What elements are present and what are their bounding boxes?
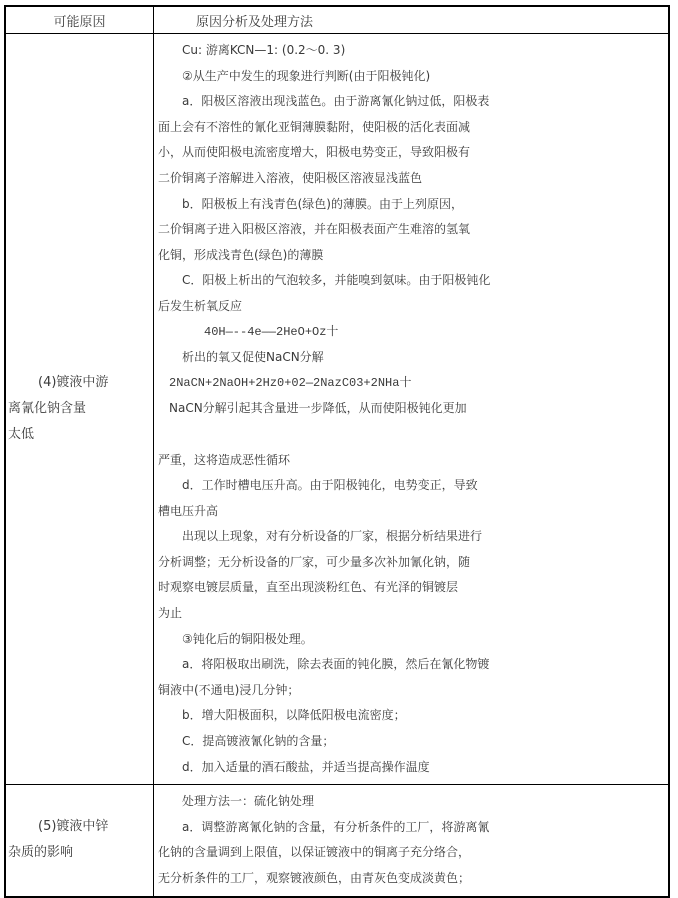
blank-line [156,422,666,448]
header-cause-label: 可能原因 [53,14,106,30]
header-analysis-label: 原因分析及处理方法 [196,14,314,30]
analysis-line: 分析调整；无分析设备的厂家，可少量多次补加氰化钠，随 [158,554,471,569]
analysis-line: 时观察电镀层质量，直至出现淡粉红色、有光泽的铜镀层 [158,580,459,595]
analysis-line: 二价铜离子溶解进入溶液，使阳极区溶液显浅蓝色 [158,170,423,185]
analysis-cell [154,34,668,784]
analysis-line: 无分析条件的工厂，观察镀液颜色，由青灰色变成淡黄色； [158,871,471,885]
cause-line: 离氰化钠含量 [8,401,87,417]
analysis-line: 出现以上现象，对有分析设备的厂家，根据分析结果进行 [182,529,483,544]
analysis-line: 化钠的含量调到上限值，以保证镀液中的铜离子充分络合， [158,845,471,860]
analysis-line: C．阳极上析出的气泡较多，并能嗅到氨味。由于阳极钝化 [182,273,491,288]
analysis-line: 后发生析氧反应 [158,298,243,313]
analysis-line: 面上会有不溶性的氰化亚铜薄膜黏附，使阳极的活化表面减 [158,119,471,134]
analysis-line: b．阳极板上有浅青色(绿色)的薄膜。由于上列原因， [182,196,463,211]
table-header-row [6,7,668,34]
analysis-line: ②从生产中发生的现象进行判断(由于阳极钝化) [182,68,431,83]
table-body [6,34,668,896]
analysis-line: 小，从而使阳极电流密度增大，阳极电势变正，导致阳极有 [158,145,471,160]
analysis-line: 40H—--4e——2HeO+Oz十 [204,324,339,339]
table-row [6,34,668,785]
analysis-line: 析出的氧又促使NaCN分解 [182,350,324,365]
analysis-cell [154,785,668,895]
analysis-line: a．阳极区溶液出现浅蓝色。由于游离氰化钠过低，阳极表 [182,94,490,109]
header-cell-analysis [154,7,668,33]
analysis-line: 严重，这将造成恶性循环 [158,452,291,467]
analysis-line: ③钝化后的铜阳极处理。 [182,631,313,646]
analysis-line: b．增大阳极面积，以降低阳极电流密度； [182,708,406,723]
analysis-line: a．将阳极取出刷洗，除去表面的钝化膜，然后在氰化物镀 [182,657,490,672]
analysis-line: 化铜，形成浅青色(绿色)的薄膜 [158,247,324,262]
analysis-line: Cu: 游离KCN—1: (0.2～0. 3) [182,43,346,57]
analysis-line: d．加入适量的酒石酸盐，并适当提高操作温度 [182,759,430,774]
analysis-line: 二价铜离子进入阳极区溶液，并在阳极表面产生难溶的氢氧 [158,222,471,237]
header-cell-cause [6,7,154,33]
analysis-line: 槽电压升高 [158,503,219,518]
analysis-line: 2NaCN+2NaOH+2Hz0+02—2NazC03+2NHa十 [169,375,412,390]
analysis-line: NaCN分解引起其含量进一步降低，从而使阳极钝化更加 [169,401,467,416]
troubleshooting-table [4,5,670,898]
cause-line: 太低 [8,427,35,443]
analysis-line: 铜液中(不通电)浸几分钟； [158,682,300,697]
analysis-line: C．提高镀液氰化钠的含量； [182,734,335,749]
analysis-line: 处理方法一：硫化钠处理 [182,794,315,809]
cause-line: (4)镀液中游 [38,375,109,391]
analysis-line: d．工作时槽电压升高。由于阳极钝化，电势变正，导致 [182,478,478,493]
table-row [6,785,668,895]
analysis-line: 为止 [158,606,183,621]
cause-cell [6,785,154,895]
analysis-line: a．调整游离氰化钠的含量，有分析条件的工厂，将游离氰 [182,819,490,834]
cause-cell [6,34,154,784]
cause-line: 杂质的影响 [8,845,74,861]
cause-line: (5)镀液中锌 [38,819,109,835]
